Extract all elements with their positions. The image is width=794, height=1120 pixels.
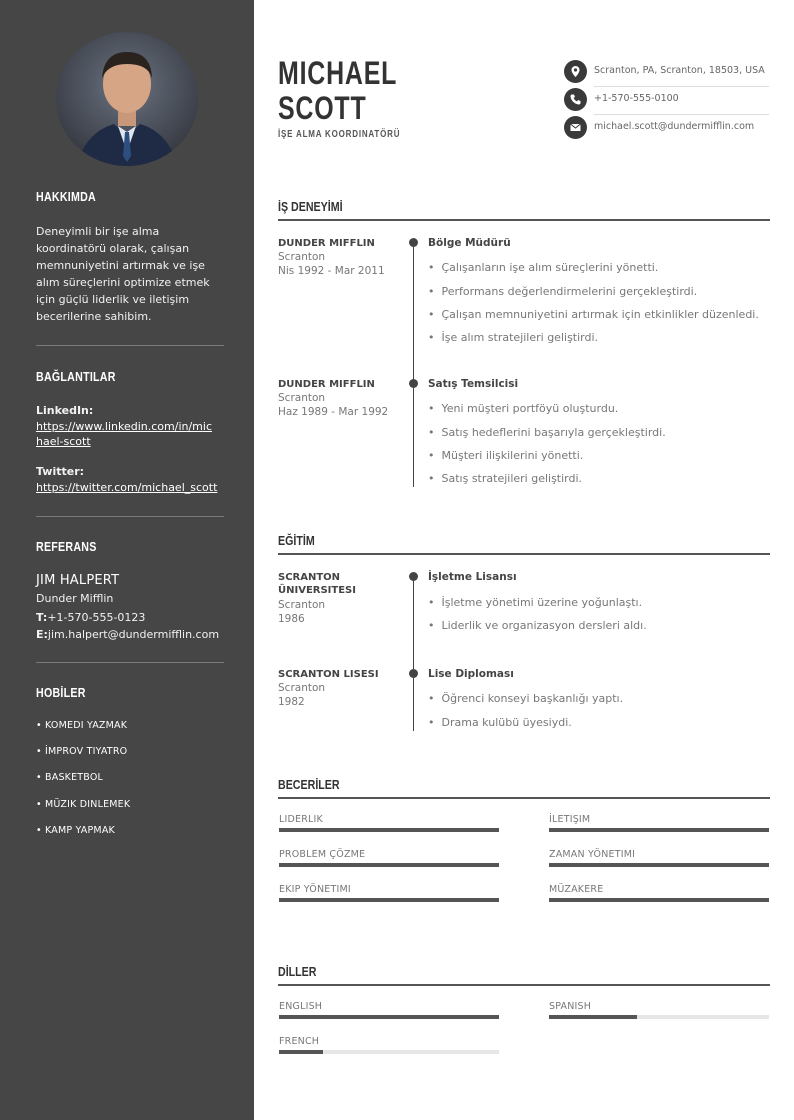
skill-label: İLETIŞIM bbox=[549, 814, 591, 825]
skill-bar bbox=[279, 828, 499, 832]
hobby-item: • BASKETBOL bbox=[36, 772, 104, 783]
skill-bar-fill bbox=[549, 828, 769, 832]
experience-org: DUNDER MIFFLIN bbox=[278, 379, 375, 390]
contact-phone bbox=[564, 88, 769, 116]
experience-org: DUNDER MIFFLIN bbox=[278, 238, 375, 249]
language-label: FRENCH bbox=[279, 1036, 320, 1047]
links-block bbox=[36, 402, 224, 495]
education-location: Scranton bbox=[278, 599, 326, 611]
address-text: Scranton, PA, Scranton, 18503, USA bbox=[594, 65, 765, 76]
skill-bar bbox=[279, 863, 499, 867]
education-heading: EĞİTİM bbox=[278, 533, 315, 548]
education-timeline bbox=[413, 577, 414, 731]
contact-email bbox=[564, 116, 769, 144]
experience-dates: Haz 1989 - Mar 1992 bbox=[278, 406, 389, 418]
experience-location: Scranton bbox=[278, 392, 326, 404]
reference-name: JIM HALPERT bbox=[36, 573, 120, 588]
experience-timeline bbox=[413, 243, 414, 487]
experience-bullet: • Performans değerlendirmelerini gerçekleştirdi. bbox=[428, 285, 697, 298]
timeline-dot bbox=[409, 238, 418, 247]
hobby-item: • KAMP YAPMAK bbox=[36, 825, 115, 836]
divider bbox=[36, 516, 224, 517]
divider bbox=[36, 662, 224, 663]
education-dates: 1982 bbox=[278, 696, 305, 708]
twitter-label: Twitter: bbox=[36, 465, 85, 478]
experience-bullet: • Yeni müşteri portföyü oluşturdu. bbox=[428, 402, 618, 415]
skill-label: PROBLEM ÇÖZME bbox=[279, 849, 366, 860]
experience-heading: İŞ DENEYİMİ bbox=[278, 199, 343, 214]
skill-bar bbox=[549, 898, 769, 902]
languages-heading: DİLLER bbox=[278, 964, 317, 979]
language-label: SPANISH bbox=[549, 1001, 592, 1012]
first-name: MICHAEL bbox=[278, 55, 398, 91]
links-heading: BAĞLANTILAR bbox=[36, 369, 116, 384]
reference-details bbox=[36, 590, 224, 643]
profile-photo bbox=[56, 32, 198, 166]
reference-email-label: E: bbox=[36, 628, 48, 641]
skill-bar bbox=[279, 898, 499, 902]
experience-bullet: • Satış hedeflerini başarıyla gerçekleştirdi. bbox=[428, 426, 666, 439]
skill-label: LIDERLIK bbox=[279, 814, 323, 825]
skill-label: ZAMAN YÖNETIMI bbox=[549, 849, 636, 860]
language-label: ENGLISH bbox=[279, 1001, 323, 1012]
language-bar-fill bbox=[279, 1050, 323, 1054]
skill-bar bbox=[549, 863, 769, 867]
linkedin-label: LinkedIn: bbox=[36, 404, 94, 417]
twitter-link[interactable]: https://twitter.com/michael_scott bbox=[36, 481, 218, 494]
job-title: İŞE ALMA KOORDINATÖRÜ bbox=[278, 129, 401, 140]
contact-divider bbox=[594, 86, 769, 87]
education-org: SCRANTON LISESI bbox=[278, 669, 379, 680]
skill-bar-fill bbox=[549, 863, 769, 867]
hobby-item: • MÜZIK DINLEMEK bbox=[36, 799, 131, 810]
language-bar bbox=[279, 1015, 499, 1019]
education-bullet: • Drama kulübü üyesiydi. bbox=[428, 716, 572, 729]
skill-label: EKIP YÖNETIMI bbox=[279, 884, 351, 895]
education-bullet: • Liderlik ve organizasyon dersleri aldı. bbox=[428, 619, 647, 632]
language-bar bbox=[549, 1015, 769, 1019]
language-bar bbox=[279, 1050, 499, 1054]
experience-role: Satış Temsilcisi bbox=[428, 378, 519, 390]
section-rule bbox=[278, 984, 770, 986]
timeline-dot bbox=[409, 572, 418, 581]
skill-bar-fill bbox=[549, 898, 769, 902]
about-heading: HAKKIMDA bbox=[36, 189, 97, 204]
phone-icon bbox=[564, 88, 587, 111]
education-bullet: • Öğrenci konseyi başkanlığı yaptı. bbox=[428, 692, 623, 705]
full-name bbox=[278, 56, 397, 126]
language-bar-fill bbox=[279, 1015, 499, 1019]
education-degree: İşletme Lisansı bbox=[428, 571, 517, 583]
experience-bullet: • İşe alım stratejileri geliştirdi. bbox=[428, 331, 598, 344]
hobbies-heading: HOBİLER bbox=[36, 685, 86, 700]
phone-text: +1-570-555-0100 bbox=[594, 93, 679, 104]
timeline-dot bbox=[409, 669, 418, 678]
education-degree: Lise Diploması bbox=[428, 668, 514, 680]
skill-bar-fill bbox=[279, 863, 499, 867]
sidebar bbox=[0, 0, 254, 1120]
section-rule bbox=[278, 797, 770, 799]
experience-bullet: • Çalışanların işe alım süreçlerini yönetti. bbox=[428, 261, 658, 274]
divider bbox=[36, 345, 224, 346]
section-rule bbox=[278, 219, 770, 221]
section-rule bbox=[278, 553, 770, 555]
reference-company: Dunder Mifflin bbox=[36, 592, 114, 605]
skill-bar-fill bbox=[279, 828, 499, 832]
reference-email: jim.halpert@dundermifflin.com bbox=[47, 628, 220, 641]
reference-phone-label: T: bbox=[36, 611, 48, 624]
experience-bullet: • Satış stratejileri geliştirdi. bbox=[428, 472, 582, 485]
skill-label: MÜZAKERE bbox=[549, 884, 604, 895]
experience-location: Scranton bbox=[278, 251, 326, 263]
education-bullet: • İşletme yönetimi üzerine yoğunlaştı. bbox=[428, 596, 642, 609]
experience-dates: Nis 1992 - Mar 2011 bbox=[278, 265, 385, 277]
hobby-item: • İMPROV TIYATRO bbox=[36, 746, 128, 757]
experience-bullet: • Çalışan memnuniyetini artırmak için etkinlikler düzenledi. bbox=[428, 308, 759, 321]
reference-heading: REFERANS bbox=[36, 539, 97, 554]
education-location: Scranton bbox=[278, 682, 326, 694]
contact-address bbox=[564, 60, 769, 88]
hobby-item: • KOMEDI YAZMAK bbox=[36, 720, 128, 731]
email-text: michael.scott@dundermifflin.com bbox=[594, 121, 755, 132]
last-name: SCOTT bbox=[278, 90, 367, 126]
email-icon bbox=[564, 116, 587, 139]
skills-heading: BECERİLER bbox=[278, 777, 340, 792]
location-icon bbox=[564, 60, 587, 83]
timeline-dot bbox=[409, 379, 418, 388]
reference-phone: +1-570-555-0123 bbox=[47, 611, 146, 624]
about-text: Deneyimli bir işe alma koordinatörü olarak, çalışan memnuniyetini artırmak ve işe alım süreçlerini optimize etmek için güçlü liderlik ve iletişim becerilerine sahibim. bbox=[36, 225, 210, 323]
contact-divider bbox=[594, 114, 769, 115]
language-bar-fill bbox=[549, 1015, 637, 1019]
skill-bar-fill bbox=[279, 898, 499, 902]
linkedin-link[interactable]: https://www.linkedin.com/in/michael-scott bbox=[36, 420, 212, 448]
education-org: SCRANTON ÜNIVERSITESI bbox=[278, 572, 356, 596]
skill-bar bbox=[549, 828, 769, 832]
experience-role: Bölge Müdürü bbox=[428, 237, 511, 249]
education-dates: 1986 bbox=[278, 613, 305, 625]
experience-bullet: • Müşteri ilişkilerini yönetti. bbox=[428, 449, 583, 462]
